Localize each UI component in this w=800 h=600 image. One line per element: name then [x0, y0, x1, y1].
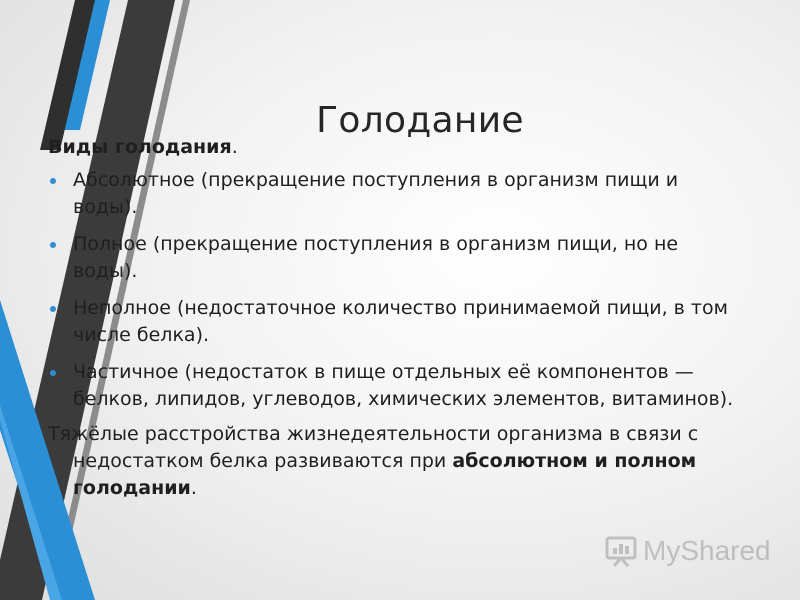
presentation-board-icon: [605, 535, 639, 567]
closing-end: .: [190, 477, 197, 499]
bullet-icon: [50, 370, 56, 376]
bullet-icon: [50, 306, 56, 312]
heading-suffix: .: [231, 136, 238, 158]
closing-text: Тяжёлые расстройства жизнедеятельности организма в связи с недостатком белка развиваются при: [48, 423, 699, 472]
list-item-text: Абсолютное (прекращение поступления в организм пищи и воды).: [73, 169, 679, 218]
list-item: [48, 295, 748, 349]
closing-bold: абсолютном и полном голодании: [73, 450, 697, 499]
watermark: [605, 535, 771, 567]
slide-title: Голодание: [316, 100, 524, 141]
list-heading: [48, 134, 748, 161]
list-item: [48, 231, 748, 285]
heading-bold: Виды голодания: [48, 136, 232, 158]
bullet-icon: [50, 242, 56, 248]
slide-content: [48, 134, 748, 502]
fasting-types-list: [48, 167, 748, 413]
watermark-text: MyShared: [643, 535, 771, 566]
list-item: [48, 167, 748, 221]
closing-paragraph: [48, 421, 748, 502]
list-item-text: Частичное (недостаток в пище отдельных её компонентов — белков, липидов, углеводов, химических элементов, витаминов).: [73, 361, 734, 410]
list-item: [48, 359, 748, 413]
bullet-icon: [50, 178, 56, 184]
list-item-text: Полное (прекращение поступления в организм пищи, но не воды).: [73, 233, 679, 282]
list-item-text: Неполное (недостаточное количество принимаемой пищи, в том числе белка).: [73, 297, 728, 346]
